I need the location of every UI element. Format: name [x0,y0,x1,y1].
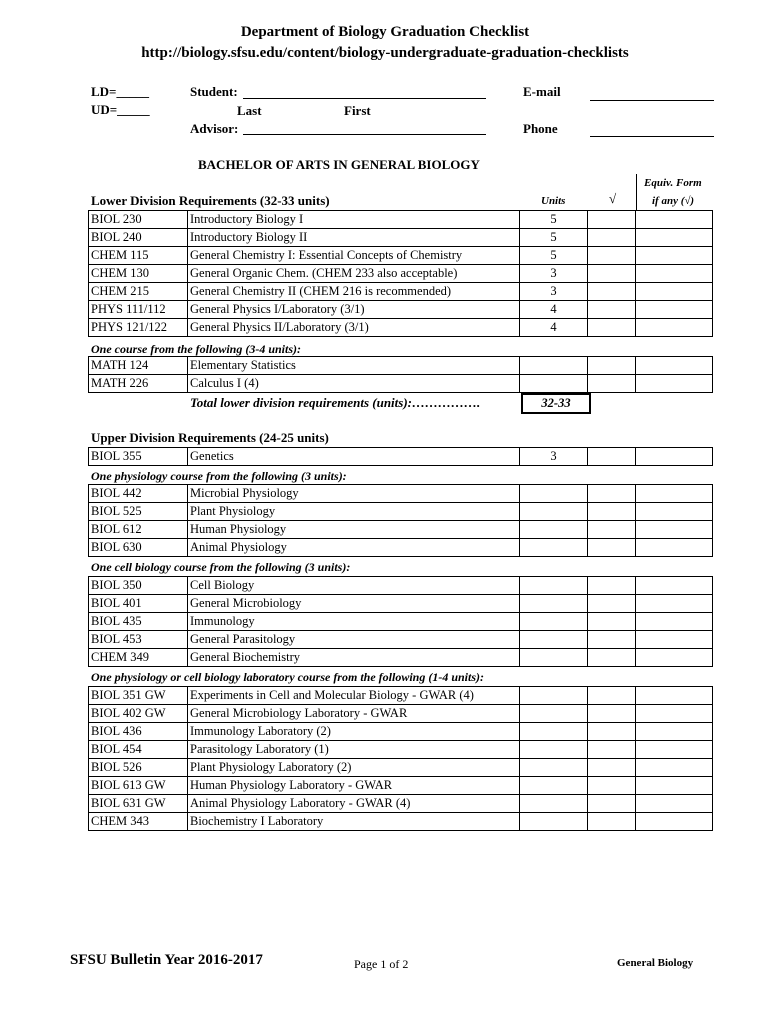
equiv-column-divider [636,174,637,210]
equiv-form-cell[interactable] [636,595,713,613]
email-label: E-mail [523,84,561,99]
course-units [520,357,588,375]
completed-check-cell[interactable] [588,613,636,631]
equiv-form-cell[interactable] [636,229,713,247]
course-code: BIOL 454 [89,741,188,759]
course-title: Animal Physiology [188,539,520,557]
course-title: General Chemistry II (CHEM 216 is recommended) [188,283,520,301]
completed-check-cell[interactable] [588,283,636,301]
course-title: Animal Physiology Laboratory - GWAR (4) [188,795,520,813]
course-code: BIOL 612 [89,521,188,539]
course-units [520,649,588,667]
equiv-form-cell[interactable] [636,649,713,667]
course-code: BIOL 630 [89,539,188,557]
equiv-form-cell[interactable] [636,503,713,521]
footer-bulletin-year: SFSU Bulletin Year 2016-2017 [70,952,263,968]
units-column-header: Units [541,195,566,207]
physiology-note: One physiology course from the following (3 units): [91,469,347,483]
completed-check-cell[interactable] [588,687,636,705]
course-code: BIOL 613 GW [89,777,188,795]
course-title: Biochemistry I Laboratory [188,813,520,831]
course-units [520,613,588,631]
page-url: http://biology.sfsu.edu/content/biology-undergraduate-graduation-checklists [141,45,629,61]
cell-biology-note: One cell biology course from the following (3 units): [91,560,351,574]
course-units: 3 [520,265,588,283]
course-units: 5 [520,247,588,265]
course-units [520,759,588,777]
equiv-form-cell[interactable] [636,357,713,375]
equiv-form-cell[interactable] [636,301,713,319]
footer-page-number: Page 1 of 2 [354,957,409,971]
course-title: General Physics II/Laboratory (3/1) [188,319,520,337]
course-row [89,723,713,741]
course-units [520,485,588,503]
course-row [89,301,713,319]
course-title: Experiments in Cell and Molecular Biology - GWAR (4) [188,687,520,705]
completed-check-cell[interactable] [588,375,636,393]
course-units [520,741,588,759]
course-row [89,795,713,813]
completed-check-cell[interactable] [588,503,636,521]
equiv-form-cell[interactable] [636,795,713,813]
lower-choice-note: One course from the following (3-4 units): [91,342,302,356]
course-row [89,211,713,229]
course-row [89,448,713,466]
course-row [89,759,713,777]
equiv-header-line1: Equiv. Form [644,177,702,189]
equiv-form-cell[interactable] [636,265,713,283]
degree-title: BACHELOR OF ARTS IN GENERAL BIOLOGY [198,157,480,172]
course-row [89,485,713,503]
completed-check-cell[interactable] [588,357,636,375]
upper-division-rows [89,448,713,466]
course-title: Introductory Biology II [188,229,520,247]
footer-program-name: General Biology [617,957,694,969]
lower-total-value: 32-33 [521,393,591,414]
physiology-table [88,484,713,557]
course-units [520,795,588,813]
course-row [89,813,713,831]
course-code: CHEM 115 [89,247,188,265]
completed-check-cell[interactable] [588,705,636,723]
student-input-line[interactable] [243,98,486,99]
course-row [89,357,713,375]
course-code: BIOL 442 [89,485,188,503]
course-row [89,539,713,557]
course-code: BIOL 402 GW [89,705,188,723]
course-title: General Physics I/Laboratory (3/1) [188,301,520,319]
course-code: PHYS 111/112 [89,301,188,319]
advisor-label: Advisor: [190,121,239,136]
course-title: Human Physiology Laboratory - GWAR [188,777,520,795]
course-row [89,631,713,649]
completed-check-cell[interactable] [588,631,636,649]
equiv-header-line2: if any (√) [652,195,695,207]
email-input-line[interactable] [590,100,714,101]
equiv-form-cell[interactable] [636,448,713,466]
course-units [520,577,588,595]
course-code: BIOL 526 [89,759,188,777]
equiv-form-cell[interactable] [636,247,713,265]
equiv-form-cell[interactable] [636,613,713,631]
course-code: BIOL 401 [89,595,188,613]
completed-check-cell[interactable] [588,795,636,813]
course-units [520,705,588,723]
course-row [89,687,713,705]
completed-check-cell[interactable] [588,485,636,503]
equiv-form-cell[interactable] [636,687,713,705]
page-title: Department of Biology Graduation Checklist [240,24,530,40]
course-title: Human Physiology [188,521,520,539]
course-units [520,521,588,539]
equiv-form-cell[interactable] [636,521,713,539]
equiv-form-cell[interactable] [636,813,713,831]
completed-check-cell[interactable] [588,577,636,595]
course-row [89,319,713,337]
phone-label: Phone [523,121,558,136]
lower-division-rows [89,211,713,337]
course-title: General Microbiology [188,595,520,613]
completed-check-cell[interactable] [588,813,636,831]
course-code: BIOL 525 [89,503,188,521]
lower-choice-table [88,356,713,393]
first-name-label: First [344,103,371,118]
course-code: BIOL 230 [89,211,188,229]
completed-check-cell[interactable] [588,539,636,557]
course-title: General Biochemistry [188,649,520,667]
course-units [520,723,588,741]
course-title: Microbial Physiology [188,485,520,503]
course-code: CHEM 343 [89,813,188,831]
lab-course-table [88,686,713,831]
lower-total-label: Total lower division requirements (units):……………. [190,395,481,410]
course-row [89,229,713,247]
course-row [89,577,713,595]
course-units: 3 [520,283,588,301]
lower-choice-rows [89,357,713,393]
completed-check-cell[interactable] [588,521,636,539]
course-title: Immunology [188,613,520,631]
course-code: CHEM 215 [89,283,188,301]
course-title: Introductory Biology I [188,211,520,229]
course-row [89,777,713,795]
completed-check-cell[interactable] [588,265,636,283]
ld-field[interactable]: LD=_____ [91,84,149,99]
equiv-form-cell[interactable] [636,741,713,759]
course-code: PHYS 121/122 [89,319,188,337]
completed-check-cell[interactable] [588,247,636,265]
completed-check-cell[interactable] [588,301,636,319]
course-row [89,595,713,613]
completed-check-cell[interactable] [588,229,636,247]
equiv-form-cell[interactable] [636,319,713,337]
course-row [89,247,713,265]
course-title: Calculus I (4) [188,375,520,393]
course-code: BIOL 631 GW [89,795,188,813]
course-code: BIOL 350 [89,577,188,595]
lab-course-note: One physiology or cell biology laboratory course from the following (1-4 units): [91,670,484,684]
course-title: Elementary Statistics [188,357,520,375]
course-row [89,283,713,301]
course-title: General Microbiology Laboratory - GWAR [188,705,520,723]
course-row [89,649,713,667]
equiv-form-cell[interactable] [636,705,713,723]
completed-check-cell[interactable] [588,595,636,613]
phone-input-line[interactable] [590,136,714,137]
equiv-form-cell[interactable] [636,539,713,557]
completed-check-cell[interactable] [588,448,636,466]
course-units: 4 [520,301,588,319]
lower-division-table [88,210,713,337]
course-units [520,777,588,795]
course-row [89,741,713,759]
course-units [520,539,588,557]
equiv-form-cell[interactable] [636,759,713,777]
completed-check-cell[interactable] [588,723,636,741]
course-row [89,265,713,283]
course-units: 4 [520,319,588,337]
equiv-form-cell[interactable] [636,777,713,795]
course-title: Genetics [188,448,520,466]
course-units [520,503,588,521]
course-units [520,631,588,649]
upper-division-table [88,447,713,466]
course-code: BIOL 351 GW [89,687,188,705]
course-units: 5 [520,211,588,229]
lower-division-title: Lower Division Requirements (32-33 units) [91,193,330,208]
course-title: Parasitology Laboratory (1) [188,741,520,759]
upper-division-title: Upper Division Requirements (24-25 units) [91,430,329,445]
lab-course-rows [89,687,713,831]
physiology-rows [89,485,713,557]
equiv-form-cell[interactable] [636,211,713,229]
ud-field[interactable]: UD=_____ [91,102,150,117]
equiv-form-cell[interactable] [636,485,713,503]
equiv-form-cell[interactable] [636,375,713,393]
cell-biology-table [88,576,713,667]
completed-check-cell[interactable] [588,649,636,667]
course-title: Plant Physiology [188,503,520,521]
check-column-header: √ [609,191,617,206]
course-units [520,687,588,705]
course-row [89,705,713,723]
course-units [520,375,588,393]
completed-check-cell[interactable] [588,211,636,229]
completed-check-cell[interactable] [588,777,636,795]
equiv-form-cell[interactable] [636,577,713,595]
course-title: General Parasitology [188,631,520,649]
course-units: 5 [520,229,588,247]
course-code: BIOL 355 [89,448,188,466]
course-row [89,613,713,631]
cell-biology-rows [89,577,713,667]
course-units [520,595,588,613]
course-title: Immunology Laboratory (2) [188,723,520,741]
course-title: Cell Biology [188,577,520,595]
equiv-form-cell[interactable] [636,631,713,649]
course-code: BIOL 435 [89,613,188,631]
course-code: BIOL 453 [89,631,188,649]
equiv-form-cell[interactable] [636,283,713,301]
student-label: Student: [190,84,238,99]
course-title: General Chemistry I: Essential Concepts of Chemistry [188,247,520,265]
completed-check-cell[interactable] [588,759,636,777]
course-row [89,503,713,521]
course-code: BIOL 436 [89,723,188,741]
course-row [89,375,713,393]
course-code: CHEM 349 [89,649,188,667]
equiv-form-cell[interactable] [636,723,713,741]
course-title: General Organic Chem. (CHEM 233 also acceptable) [188,265,520,283]
course-units: 3 [520,448,588,466]
course-units [520,813,588,831]
last-name-label: Last [237,103,262,118]
completed-check-cell[interactable] [588,319,636,337]
advisor-input-line[interactable] [243,134,486,135]
course-row [89,521,713,539]
course-title: Plant Physiology Laboratory (2) [188,759,520,777]
completed-check-cell[interactable] [588,741,636,759]
course-code: BIOL 240 [89,229,188,247]
course-code: CHEM 130 [89,265,188,283]
course-code: MATH 226 [89,375,188,393]
course-code: MATH 124 [89,357,188,375]
